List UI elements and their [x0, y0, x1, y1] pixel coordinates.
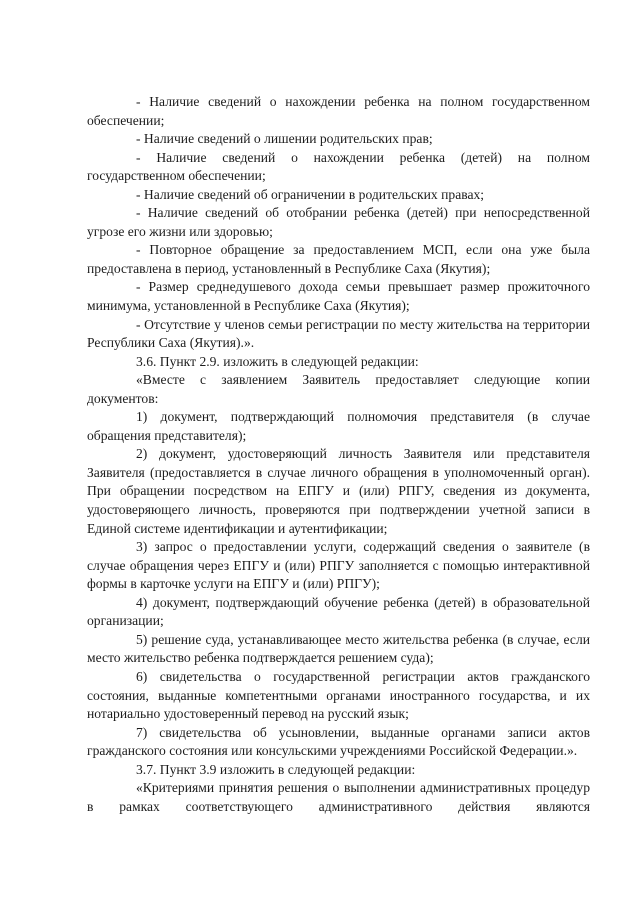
paragraph-9: 3.6. Пункт 2.9. изложить в следующей редакции: [136, 353, 419, 369]
paragraph-12: 2) документ, удостоверяющий личность Заявителя или представителя Заявителя (предоставляется в случае личного обращения в уполномоченный орган). При обращении посредством на ЕПГУ и (или) РПГУ, сведения из документа, удостоверяющего личность, проверяются при подтверждении учетной записи в Единой системе идентификации и аутентификации; [87, 446, 590, 536]
paragraph-6: - Повторное обращение за предоставлением МСП, если она уже была предоставлена в период, установленный в Республике Саха (Якутия); [87, 242, 590, 276]
paragraph-15: 5) решение суда, устанавливающее место жительства ребенка (в случае, если место жительство ребенка подтверждается решением суда); [87, 631, 590, 666]
paragraph-19: «Критериями принятия решения о выполнении административных процедур в рамках соответствующего административного действия являются [87, 780, 590, 814]
paragraph-8: - Отсутствие у членов семьи регистрации по месту жительства на территории Республики Саха (Якутия).». [87, 316, 590, 351]
paragraph-10: «Вместе с заявлением Заявитель предоставляет следующие копии документов: [87, 372, 590, 406]
paragraph-1: - Наличие сведений о нахождении ребенка на полном государственном обеспечении; [87, 94, 590, 128]
paragraph-16: 6) свидетельства о государственной регистрации актов гражданского состояния, выданные компетентными органами иностранного государства, и их нотариально удостоверенный перевод на русский язык; [87, 668, 590, 722]
paragraph-18: 3.7. Пункт 3.9 изложить в следующей редакции: [136, 761, 416, 777]
paragraph-13: 3) запрос о предоставлении услуги, содержащий сведения о заявителе (в случае обращения через ЕПГУ и (или) РПГУ заполняется с помощью интерактивной формы в карточке услуги на ЕПГУ и (или) РПГУ); [87, 539, 590, 592]
paragraph-4: - Наличие сведений об ограничении в родительских правах; [136, 186, 485, 202]
paragraph-17: 7) свидетельства об усыновлении, выданные органами записи актов гражданского состояния или консульскими учреждениями Российской Федерации.». [87, 724, 590, 759]
paragraph-7: - Размер среднедушевого дохода семьи превышает размер прожиточного минимума, установленной в Республике Саха (Якутия); [87, 279, 590, 314]
paragraph-5: - Наличие сведений об отобрании ребенка (детей) при непосредственной угрозе его жизни или здоровью; [87, 205, 590, 239]
paragraph-2: - Наличие сведений о лишении родительских прав; [136, 131, 433, 147]
paragraph-14: 4) документ, подтверждающий обучение ребенка (детей) в образовательной организации; [87, 594, 590, 629]
paragraph-3: - Наличие сведений о нахождении ребенка (детей) на полном государственном обеспечении; [87, 149, 590, 184]
paragraph-11: 1) документ, подтверждающий полномочия представителя (в случае обращения представителя); [87, 409, 590, 443]
document-body [87, 93, 590, 816]
